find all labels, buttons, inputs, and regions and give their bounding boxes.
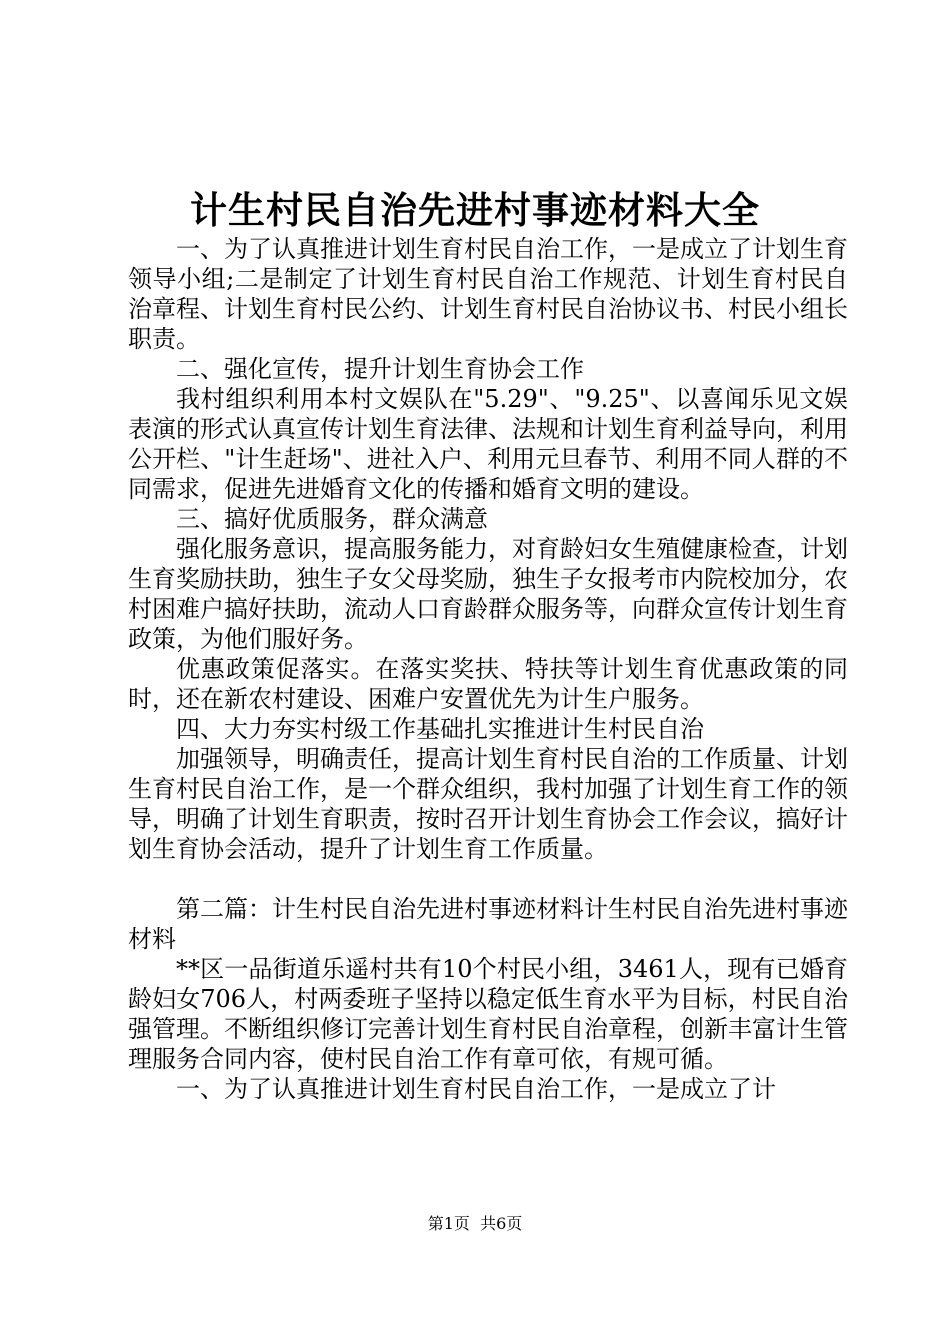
- blank-line: [128, 864, 848, 894]
- document-title: 计生村民自治先进村事迹材料大全: [190, 188, 760, 232]
- paragraph: 优惠政策促落实。在落实奖扶、特扶等计划生育优惠政策的同时，还在新农村建设、困难户安置优先为计生户服务。: [128, 655, 848, 713]
- page-total: 共6页: [480, 1214, 523, 1233]
- document-body: [128, 234, 848, 1104]
- paragraph: **区一品街道乐遥村共有10个村民小组，3461人，现有已婚育龄妇女706人，村两委班子坚持以稳定低生育水平为目标，村民自治强管理。不断组织修订完善计划生育村民自治章程，创新丰富计生管理服务合同内容，使村民自治工作有章可依，有规可循。: [128, 955, 848, 1073]
- paragraph: 强化服务意识，提高服务能力，对育龄妇女生殖健康检查，计划生育奖励扶助，独生子女父母奖励，独生子女报考市内院校加分，农村困难户搞好扶助，流动人口育龄群众服务等，向群众宣传计划生育政策，为他们服好务。: [128, 535, 848, 653]
- part-two-heading: 第二篇：计生村民自治先进村事迹材料计生村民自治先进村事迹材料: [128, 895, 848, 953]
- paragraph: 一、为了认真推进计划生育村民自治工作，一是成立了计: [176, 1075, 776, 1103]
- paragraph: 一、为了认真推进计划生育村民自治工作，一是成立了计划生育领导小组;二是制定了计划生育村民自治工作规范、计划生育村民自治章程、计划生育村民公约、计划生育村民自治协议书、村民小组长职责。: [128, 235, 848, 353]
- page-footer: [0, 1212, 950, 1236]
- section-heading: 三、搞好优质服务，群众满意: [176, 505, 488, 533]
- section-heading: 二、强化宣传，提升计划生育协会工作: [176, 355, 584, 383]
- paragraph: 我村组织利用本村文娱队在"5.29"、"9.25"、以喜闻乐见文娱表演的形式认真宣传计划生育法律、法规和计划生育利益导向，利用公开栏、"计生赶场"、进社入户、利用元旦春节、利用不同人群的不同需求，促进先进婚育文化的传播和婚育文明的建设。: [128, 385, 848, 503]
- paragraph: 加强领导，明确责任，提高计划生育村民自治的工作质量、计划生育村民自治工作，是一个群众组织，我村加强了计划生育工作的领导，明确了计划生育职责，按时召开计划生育协会工作会议，搞好计划生育协会活动，提升了计划生育工作质量。: [128, 745, 848, 863]
- section-heading: 四、大力夯实村级工作基础扎实推进计生村民自治: [176, 715, 704, 743]
- page-number: 第1页: [427, 1214, 470, 1233]
